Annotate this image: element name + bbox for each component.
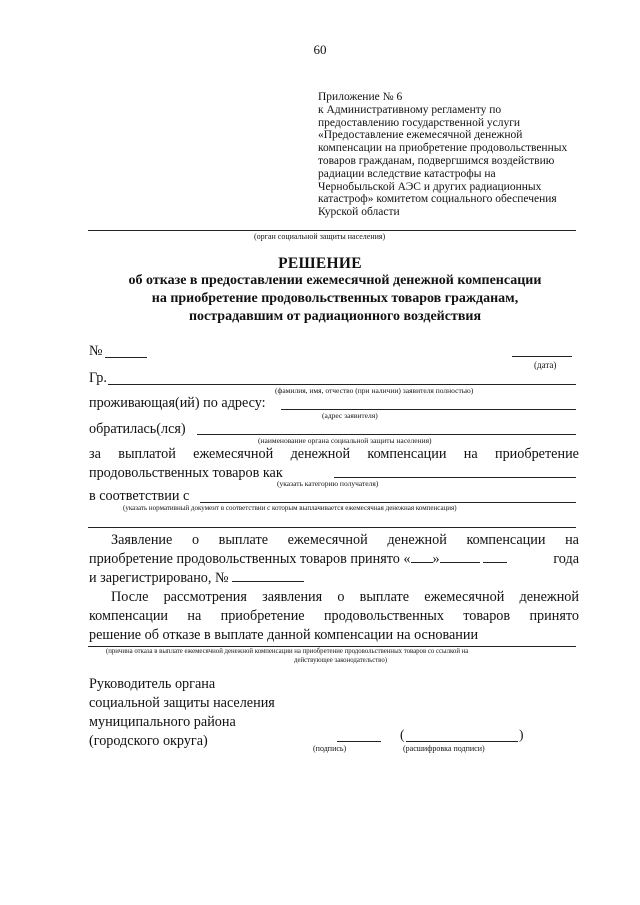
appendix-line: к Административному регламенту по — [318, 103, 502, 116]
date-field[interactable] — [512, 356, 572, 357]
review-line-1 — [89, 588, 579, 607]
word: на — [565, 532, 579, 548]
accordance-label: в соответствии с — [89, 488, 190, 504]
application-line-1 — [89, 531, 579, 550]
word: компенсации — [89, 608, 169, 624]
date-hint: (дата) — [534, 360, 557, 370]
organ-underline — [88, 230, 576, 231]
word: приобретение — [495, 446, 579, 462]
address-label: проживающая(ий) по адресу: — [89, 395, 266, 411]
word: выплате — [218, 532, 268, 548]
payment-line-1 — [89, 445, 579, 464]
application-paragraph — [89, 531, 579, 588]
document-subtitle — [90, 272, 580, 326]
word: принято — [529, 608, 579, 624]
head-line: муниципального района — [89, 714, 236, 730]
word: денежной — [387, 532, 447, 548]
citizen-label: Гр. — [89, 370, 107, 386]
applied-label: обратилась(лся) — [89, 421, 186, 437]
appendix-line: радиации вследствие катастрофы на — [318, 167, 496, 180]
reason-hint-line-2: действующее законодательство) — [294, 657, 388, 664]
subtitle-line: пострадавшим от радиационного воздействия — [188, 309, 482, 324]
word: о — [337, 589, 345, 605]
decode-hint: (расшифровка подписи) — [403, 744, 485, 753]
applied-hint: (наименование органа социальной защиты населения) — [258, 436, 432, 445]
head-line: Руководитель органа — [89, 676, 216, 692]
address-hint: (адрес заявителя) — [322, 411, 378, 420]
signature-hint: (подпись) — [313, 744, 347, 753]
appendix-block — [318, 91, 618, 219]
category-hint: (указать категорию получателя) — [277, 479, 379, 488]
year-field[interactable] — [483, 550, 507, 563]
appendix-line: товаров гражданам, подвергшимся воздействию — [318, 154, 555, 167]
review-paragraph — [89, 588, 579, 645]
reason-field[interactable] — [88, 646, 576, 647]
category-field[interactable] — [334, 477, 576, 478]
day-field[interactable] — [411, 550, 433, 563]
decode-open-paren: ( — [400, 727, 405, 742]
number-field[interactable] — [105, 357, 147, 358]
number-label: № — [89, 343, 103, 359]
appendix-line: Чернобыльской АЭС и других радиационных — [318, 180, 542, 193]
appendix-line: предоставлению государственной услуги — [318, 116, 521, 129]
word: денежной — [519, 589, 579, 605]
appendix-line: «Предоставление ежемесячной денежной — [318, 129, 523, 142]
citizen-hint: (фамилия, имя, отчество (при наличии) заявителя полностью) — [275, 386, 474, 395]
appendix-line: катастроф» комитетом социального обеспечения — [318, 193, 557, 206]
word: ежемесячной — [424, 589, 505, 605]
registration-number-field[interactable] — [232, 569, 304, 582]
word: приобретение — [220, 608, 305, 624]
appendix-line: Приложение № 6 — [318, 91, 403, 103]
registered-label: и зарегистрировано, № — [89, 570, 229, 586]
decode-field[interactable] — [406, 741, 518, 742]
word: о — [191, 532, 200, 548]
word: выплате — [359, 589, 410, 605]
word: товаров — [463, 608, 511, 624]
word: на — [187, 608, 202, 624]
document-title: РЕШЕНИЕ — [278, 255, 362, 272]
word: После — [111, 589, 149, 605]
decode-close-paren: ) — [519, 727, 524, 742]
review-line-3: решение об отказе в выплате данной компенсации на основании — [89, 627, 479, 643]
subtitle-line: об отказе в предоставлении ежемесячной денежной компенсации — [128, 273, 542, 288]
normative-continuation-line[interactable] — [88, 527, 576, 528]
application-suffix: года — [553, 551, 579, 567]
word: Заявление — [111, 532, 173, 548]
word: на — [463, 446, 478, 462]
address-field[interactable] — [281, 409, 576, 410]
appendix-line: Курской области — [318, 206, 400, 219]
applied-field[interactable] — [197, 434, 576, 435]
subtitle-line: на приобретение продовольственных товаров гражданам, — [151, 291, 519, 306]
reason-hint-line-1: (причина отказа в выплате ежемесячной денежной компенсации на приобретение продовольственных товаров со ссылкой на — [106, 648, 469, 655]
head-line: (городского округа) — [89, 733, 208, 749]
citizen-field[interactable] — [108, 384, 576, 385]
normative-hint: (указать нормативный документ в соответствии с которым выплачивается ежемесячная денежная компенсация) — [123, 504, 457, 512]
word: денежной — [290, 446, 351, 462]
application-line-2 — [89, 550, 579, 569]
word: ежемесячной — [287, 532, 368, 548]
application-line-3 — [89, 569, 579, 588]
word: ежемесячной — [193, 446, 274, 462]
review-line-2 — [89, 607, 579, 626]
month-field[interactable] — [440, 550, 480, 563]
word: рассмотрения — [163, 589, 247, 605]
normative-field[interactable] — [200, 502, 576, 503]
organ-hint: (орган социальной защиты населения) — [254, 232, 386, 241]
signature-field[interactable] — [337, 741, 381, 742]
word: компенсации — [367, 446, 447, 462]
word: за — [89, 446, 101, 462]
word: продовольственных — [323, 608, 444, 624]
appendix-line: компенсации на приобретение продовольственных — [318, 142, 568, 155]
head-signature-block — [89, 675, 275, 751]
payment-line-2: продовольственных товаров как — [89, 465, 283, 481]
application-prefix: приобретение продовольственных товаров принято « — [89, 551, 411, 567]
word: заявления — [262, 589, 323, 605]
word: компенсации — [466, 532, 546, 548]
application-mid: » — [432, 551, 440, 567]
word: выплатой — [118, 446, 176, 462]
head-line: социальной защиты населения — [89, 695, 275, 711]
page-number: 60 — [313, 42, 327, 57]
